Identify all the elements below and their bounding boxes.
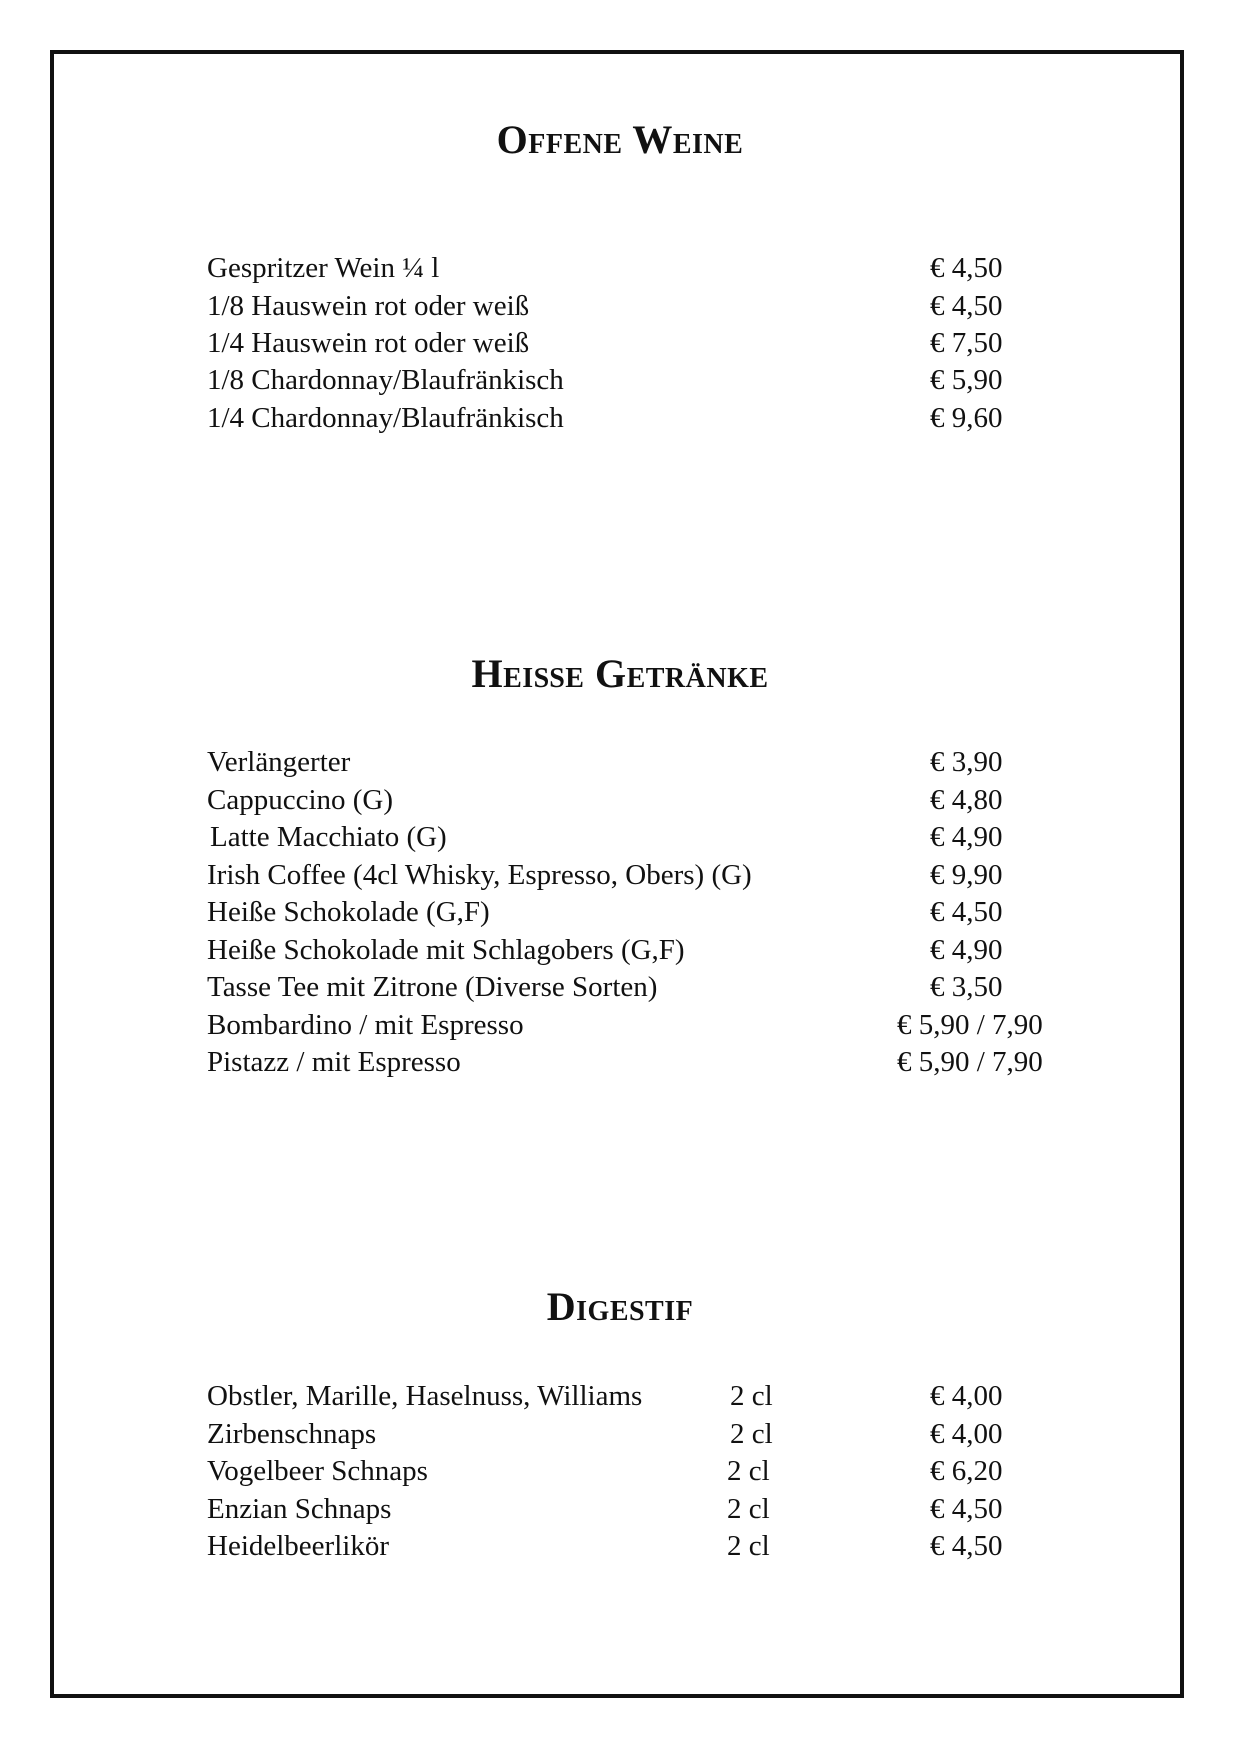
menu-item	[0, 1043, 1240, 1081]
menu-item	[0, 893, 1240, 931]
item-price: € 4,80	[930, 784, 1003, 816]
item-price: € 4,50	[930, 1530, 1003, 1562]
item-name: 1/4 Chardonnay/Blaufränkisch	[207, 402, 564, 434]
section-title-wine: Offene Weine	[496, 117, 744, 162]
item-name: Latte Macchiato (G)	[210, 821, 447, 853]
item-price: € 3,90	[930, 746, 1003, 778]
item-quantity: 2 cl	[730, 1380, 773, 1412]
menu-item	[0, 818, 1240, 856]
item-price: € 4,90	[930, 821, 1003, 853]
item-price: € 4,50	[930, 896, 1003, 928]
menu-item	[0, 743, 1240, 781]
menu-item	[0, 1415, 1240, 1453]
item-price: € 5,90 / 7,90	[897, 1009, 1043, 1041]
item-price: € 4,00	[930, 1418, 1003, 1450]
item-name: Tasse Tee mit Zitrone (Diverse Sorten)	[207, 971, 658, 1003]
item-price: € 4,00	[930, 1380, 1003, 1412]
item-name: Verlängerter	[207, 746, 351, 778]
menu-item	[0, 361, 1240, 399]
item-price: € 4,50	[930, 1493, 1003, 1525]
item-name: Vogelbeer Schnaps	[207, 1455, 428, 1487]
menu-item	[0, 324, 1240, 362]
item-name: Heiße Schokolade (G,F)	[207, 896, 490, 928]
section-title-digestif: Digestif	[546, 1284, 694, 1329]
item-name: Bombardino / mit Espresso	[207, 1009, 524, 1041]
item-price: € 3,50	[930, 971, 1003, 1003]
menu-item	[0, 968, 1240, 1006]
item-quantity: 2 cl	[727, 1530, 770, 1562]
item-price: € 4,50	[930, 290, 1003, 322]
item-name: Zirbenschnaps	[207, 1418, 377, 1450]
item-name: Obstler, Marille, Haselnuss, Williams	[207, 1380, 643, 1412]
item-name: 1/4 Hauswein rot oder weiß	[207, 327, 530, 359]
item-name: Pistazz / mit Espresso	[207, 1046, 461, 1078]
item-name: 1/8 Chardonnay/Blaufränkisch	[207, 364, 564, 396]
item-price: € 9,60	[930, 402, 1003, 434]
item-price: € 5,90 / 7,90	[897, 1046, 1043, 1078]
menu-item	[0, 1490, 1240, 1528]
menu-item	[0, 931, 1240, 969]
menu-item	[0, 399, 1240, 437]
item-price: € 4,90	[930, 934, 1003, 966]
section-title-hot-drinks: Heiße Getränke	[471, 651, 769, 696]
menu-item	[0, 781, 1240, 819]
menu-item	[0, 1377, 1240, 1415]
menu-item	[0, 1527, 1240, 1565]
item-price: € 6,20	[930, 1455, 1003, 1487]
item-price: € 5,90	[930, 364, 1003, 396]
item-price: € 7,50	[930, 327, 1003, 359]
item-price: € 4,50	[930, 252, 1003, 284]
item-quantity: 2 cl	[727, 1493, 770, 1525]
menu-item	[0, 287, 1240, 325]
menu-item	[0, 856, 1240, 894]
item-name: Cappuccino (G)	[207, 784, 394, 816]
item-name: Irish Coffee (4cl Whisky, Espresso, Obers) (G)	[207, 859, 752, 891]
item-name: 1/8 Hauswein rot oder weiß	[207, 290, 530, 322]
item-price: € 9,90	[930, 859, 1003, 891]
item-name: Gespritzer Wein ¼ l	[207, 252, 440, 284]
menu-item	[0, 1452, 1240, 1490]
item-name: Heiße Schokolade mit Schlagobers (G,F)	[207, 934, 685, 966]
menu-item	[0, 249, 1240, 287]
item-name: Heidelbeerlikör	[207, 1530, 389, 1562]
item-quantity: 2 cl	[730, 1418, 773, 1450]
menu-item	[0, 1006, 1240, 1044]
item-name: Enzian Schnaps	[207, 1493, 392, 1525]
item-quantity: 2 cl	[727, 1455, 770, 1487]
